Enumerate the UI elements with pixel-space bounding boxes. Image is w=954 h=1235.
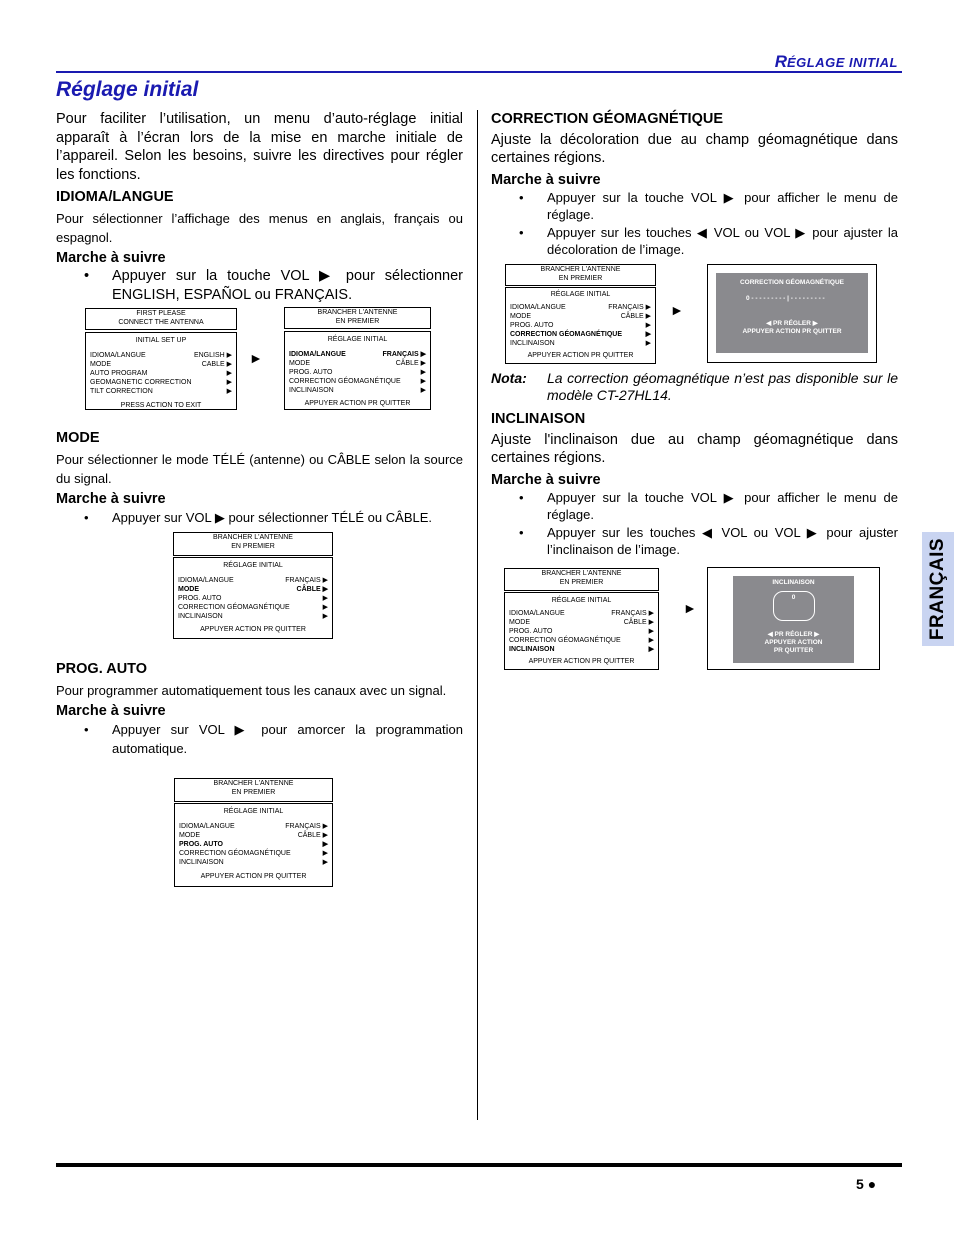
osd-value: ENGLISH ▶ xyxy=(193,352,232,359)
osd-value: FRANÇAIS ▶ xyxy=(608,304,651,311)
osd-label: MODE xyxy=(90,361,111,368)
geo-steps: Marche à suivre xyxy=(491,171,601,188)
osd-label: CORRECTION GÉOMAGNÉTIQUE xyxy=(179,850,291,857)
osd-label: IDIOMA/LANGUE xyxy=(509,610,565,617)
geo-screen-adjust: ◀ PR RÉGLER ▶ xyxy=(766,320,818,327)
osd-label: CORRECTION GÉOMAGNÉTIQUE xyxy=(509,637,621,644)
osd-label: IDIOMA/LANGUE xyxy=(289,351,346,358)
osd-value: FRANÇAIS ▶ xyxy=(285,823,328,830)
geo-screen-quit: APPUYER ACTION PR QUITTER xyxy=(742,328,842,335)
osd-row xyxy=(505,609,658,618)
osd-label: INCLINAISON xyxy=(510,340,555,347)
osd-label: MODE xyxy=(179,832,200,839)
geo-screen xyxy=(716,273,868,353)
osd-row xyxy=(86,360,236,369)
arrow-icon: ► xyxy=(249,350,263,366)
osd-row xyxy=(505,618,658,627)
osd-value: CABLE ▶ xyxy=(201,361,232,368)
column-divider xyxy=(477,110,478,1120)
prog-section xyxy=(56,660,463,758)
osd-row xyxy=(175,831,332,840)
osd-label: INCLINAISON xyxy=(179,859,224,866)
prog-text: Pour programmer automatiquement tous les canaux avec un signal. xyxy=(56,682,447,698)
header-initial: R xyxy=(774,52,787,71)
osd-line: BRANCHER L'ANTENNE xyxy=(541,570,622,577)
osd-row xyxy=(285,359,430,368)
osd-value: ▶ xyxy=(645,331,651,338)
osd-label: MODE xyxy=(289,360,310,367)
osd-line: EN PREMIER xyxy=(335,318,380,325)
osd-row xyxy=(506,339,655,348)
osd-value: ▶ xyxy=(645,340,651,347)
mode-bullet: • Appuyer sur VOL ▶ pour sélectionner TÉLÉ ou CÂBLE. xyxy=(56,508,463,527)
osd-label: IDIOMA/LANGUE xyxy=(510,304,566,311)
osd-footer: APPUYER ACTION PR QUITTER xyxy=(304,400,411,407)
osd-line: BRANCHER L'ANTENNE xyxy=(213,780,294,787)
osd-row xyxy=(86,351,236,360)
osd-line: EN PREMIER xyxy=(559,579,604,586)
osd-value: ▶ xyxy=(322,859,328,866)
osd-value: FRANÇAIS ▶ xyxy=(611,610,654,617)
osd-row xyxy=(505,636,658,645)
osd-row xyxy=(175,858,332,867)
geo-screen-scale: 0 - - - - - - - - - | - - - - - - - - - xyxy=(746,295,825,302)
osd-menu-title: RÉGLAGE INITIAL xyxy=(327,336,388,343)
osd-value: ▶ xyxy=(226,379,232,386)
osd-value: ▶ xyxy=(645,322,651,329)
prog-steps: Marche à suivre xyxy=(56,702,166,719)
osd-label: TILT CORRECTION xyxy=(90,388,153,395)
osd-value: ▶ xyxy=(420,369,426,376)
running-header xyxy=(775,52,898,72)
tilt-screen-title: INCLINAISON xyxy=(772,579,815,586)
tilt-section xyxy=(491,410,898,558)
osd-value: ▶ xyxy=(648,628,654,635)
osd-footer: PRESS ACTION TO EXIT xyxy=(120,402,202,409)
osd-row xyxy=(285,386,430,395)
osd-tilt-banner xyxy=(504,568,659,591)
prog-heading: PROG. AUTO xyxy=(56,661,148,677)
osd-line: EN PREMIER xyxy=(231,789,276,796)
geo-bullet-1: • Appuyer sur la touche VOL ▶ pour afficher le menu de réglage. xyxy=(491,189,898,223)
tilt-dial-icon xyxy=(773,591,815,621)
osd-line: BRANCHER L'ANTENNE xyxy=(540,266,621,273)
osd-label: CORRECTION GÉOMAGNÉTIQUE xyxy=(289,378,401,385)
osd-mode-banner xyxy=(173,532,333,556)
page-title: Réglage initial xyxy=(56,78,199,101)
osd-row xyxy=(174,612,332,621)
idioma-heading: IDIOMA/LANGUE xyxy=(56,189,174,205)
osd-row xyxy=(86,387,236,396)
osd-row xyxy=(175,849,332,858)
osd-value: ▶ xyxy=(226,370,232,377)
header-rest: ÉGLAGE INITIAL xyxy=(787,55,898,70)
osd-row xyxy=(506,312,655,321)
osd-label: IDIOMA/LANGUE xyxy=(90,352,146,359)
osd-row xyxy=(505,645,658,654)
idioma-bullet: • Appuyer sur la touche VOL ▶ pour sélectionner ENGLISH, ESPAÑOL ou FRANÇAIS. xyxy=(56,267,463,304)
osd-label: PROG. AUTO xyxy=(179,841,223,848)
geo-screen-frame xyxy=(707,264,877,363)
osd-label: AUTO PROGRAM xyxy=(90,370,148,377)
osd-value: ▶ xyxy=(226,388,232,395)
bullet-icon: ● xyxy=(867,1176,877,1192)
osd-row xyxy=(174,576,332,585)
osd-row xyxy=(285,368,430,377)
osd-line: BRANCHER L'ANTENNE xyxy=(317,309,398,316)
osd-value: ▶ xyxy=(322,595,328,602)
language-tab-label: FRANÇAIS xyxy=(927,537,948,641)
osd-row xyxy=(86,369,236,378)
osd-en-banner xyxy=(85,308,237,330)
osd-value: CÂBLE ▶ xyxy=(620,313,651,320)
osd-footer: APPUYER ACTION PR QUITTER xyxy=(528,658,635,665)
tilt-screen-quit-2: PR QUITTER xyxy=(773,647,814,654)
osd-value: CÂBLE ▶ xyxy=(623,619,654,626)
intro-text: Pour faciliter l’utilisation, un menu d’auto-réglage initial apparaît à l’écran lors de la mise en marche initiale de l’appareil. Selon les besoins, suivre les directives pour régler les fonctions. xyxy=(56,111,463,183)
osd-menu-title: RÉGLAGE INITIAL xyxy=(551,597,612,604)
osd-geo-banner xyxy=(505,264,656,286)
osd-label: IDIOMA/LANGUE xyxy=(178,577,234,584)
osd-geo-menu xyxy=(505,287,656,364)
osd-row xyxy=(174,603,332,612)
osd-line: EN PREMIER xyxy=(231,543,275,550)
osd-label: INCLINAISON xyxy=(178,613,223,620)
osd-prog-menu xyxy=(174,803,333,887)
osd-menu-title: RÉGLAGE INITIAL xyxy=(550,291,611,298)
osd-value: FRANÇAIS ▶ xyxy=(382,351,426,358)
osd-fr-banner xyxy=(284,307,431,329)
osd-value: ▶ xyxy=(648,637,654,644)
osd-value: ▶ xyxy=(322,604,328,611)
tilt-bullet-1: • Appuyer sur la touche VOL ▶ pour afficher le menu de réglage. xyxy=(491,489,898,523)
osd-row xyxy=(505,627,658,636)
left-column xyxy=(56,110,463,304)
tilt-heading: INCLINAISON xyxy=(491,411,586,427)
osd-row xyxy=(285,350,430,359)
osd-value: CÂBLE ▶ xyxy=(296,586,328,593)
osd-label: PROG. AUTO xyxy=(178,595,222,602)
osd-value: ▶ xyxy=(322,613,328,620)
osd-row xyxy=(285,377,430,386)
idioma-steps: Marche à suivre xyxy=(56,249,166,266)
osd-menu-title: RÉGLAGE INITIAL xyxy=(223,808,284,815)
osd-label: CORRECTION GÉOMAGNÉTIQUE xyxy=(178,604,290,611)
mode-steps: Marche à suivre xyxy=(56,490,166,507)
osd-label: PROG. AUTO xyxy=(510,322,554,329)
osd-line: FIRST PLEASE xyxy=(136,310,186,317)
osd-row xyxy=(175,840,332,849)
osd-value: CÂBLE ▶ xyxy=(395,360,426,367)
osd-value: FRANÇAIS ▶ xyxy=(285,577,328,584)
osd-row xyxy=(506,321,655,330)
osd-footer: APPUYER ACTION PR QUITTER xyxy=(200,873,307,880)
osd-line: EN PREMIER xyxy=(558,275,603,282)
osd-value: CÂBLE ▶ xyxy=(297,832,328,839)
tilt-screen-quit-1: APPUYER ACTION xyxy=(764,639,823,646)
tilt-steps: Marche à suivre xyxy=(491,471,601,488)
osd-menu-title: INITIAL SET UP xyxy=(135,337,187,344)
geo-bullet-2: • Appuyer sur les touches ◀ VOL ou VOL ▶ pour ajuster la décoloration de l’image. xyxy=(491,224,898,258)
osd-value: ▶ xyxy=(322,841,328,848)
osd-tilt-menu xyxy=(504,592,659,670)
osd-value: ▶ xyxy=(322,850,328,857)
osd-row xyxy=(506,303,655,312)
header-rule xyxy=(56,71,902,73)
arrow-icon: ► xyxy=(670,302,684,318)
osd-row xyxy=(174,594,332,603)
mode-heading: MODE xyxy=(56,430,100,446)
osd-menu-title: RÉGLAGE INITIAL xyxy=(223,562,283,569)
osd-label: PROG. AUTO xyxy=(289,369,333,376)
page-number-value: 5 xyxy=(856,1176,864,1192)
osd-label: PROG. AUTO xyxy=(509,628,553,635)
osd-value: ▶ xyxy=(420,378,426,385)
osd-label: MODE xyxy=(510,313,531,320)
osd-value: ▶ xyxy=(648,646,654,653)
geo-text: Ajuste la décoloration due au champ géomagnétique dans certaines régions. xyxy=(491,131,898,166)
osd-row xyxy=(174,585,332,594)
osd-line: CONNECT THE ANTENNA xyxy=(118,319,204,326)
osd-row xyxy=(86,378,236,387)
tilt-bullet-2: • Appuyer sur les touches ◀ VOL ou VOL ▶ pour ajuster l’inclinaison de l’image. xyxy=(491,524,898,558)
geo-screen-title: CORRECTION GÉOMAGNÉTIQUE xyxy=(739,279,844,286)
osd-label: INCLINAISON xyxy=(509,646,555,653)
osd-prog-banner xyxy=(174,778,333,802)
geo-heading: CORRECTION GÉOMAGNÉTIQUE xyxy=(491,111,724,127)
note-label: Nota: xyxy=(491,370,527,386)
tilt-text: Ajuste l'inclinaison due au champ géomagnétique dans certaines régions. xyxy=(491,431,898,466)
osd-footer: APPUYER ACTION PR QUITTER xyxy=(527,352,634,359)
osd-fr-menu-idioma xyxy=(284,331,431,410)
idioma-text: Pour sélectionner l’affichage des menus en anglais, français ou espagnol. xyxy=(56,210,463,245)
tilt-screen-value: 0 xyxy=(791,594,796,601)
osd-en-menu xyxy=(85,332,237,410)
osd-label: INCLINAISON xyxy=(289,387,334,394)
osd-label: IDIOMA/LANGUE xyxy=(179,823,235,830)
osd-label: CORRECTION GÉOMAGNÉTIQUE xyxy=(510,331,623,338)
prog-bullet: • Appuyer sur VOL ▶ pour amorcer la programmation automatique. xyxy=(56,720,463,758)
osd-line: BRANCHER L'ANTENNE xyxy=(213,534,293,541)
tilt-screen-adjust: ◀ PR RÉGLER ▶ xyxy=(767,631,820,638)
language-tab xyxy=(922,532,954,646)
mode-section xyxy=(56,429,463,527)
mode-text: Pour sélectionner le mode TÉLÉ (antenne) ou CÂBLE selon la source du signal. xyxy=(56,451,463,486)
osd-label: GEOMAGNETIC CORRECTION xyxy=(90,379,192,386)
osd-mode-menu xyxy=(173,557,333,639)
osd-footer: APPUYER ACTION PR QUITTER xyxy=(200,626,306,633)
footer-rule xyxy=(56,1163,902,1167)
osd-label: MODE xyxy=(178,586,199,593)
arrow-icon: ► xyxy=(683,600,697,616)
tilt-screen-frame xyxy=(707,567,880,670)
page-number xyxy=(856,1176,876,1192)
note-text: La correction géomagnétique n’est pas disponible sur le modèle CT-27HL14. xyxy=(547,370,898,403)
osd-row xyxy=(506,330,655,339)
osd-value: ▶ xyxy=(420,387,426,394)
osd-label: MODE xyxy=(509,619,530,626)
osd-row xyxy=(175,822,332,831)
geo-section xyxy=(491,110,898,258)
tilt-screen xyxy=(733,576,854,663)
